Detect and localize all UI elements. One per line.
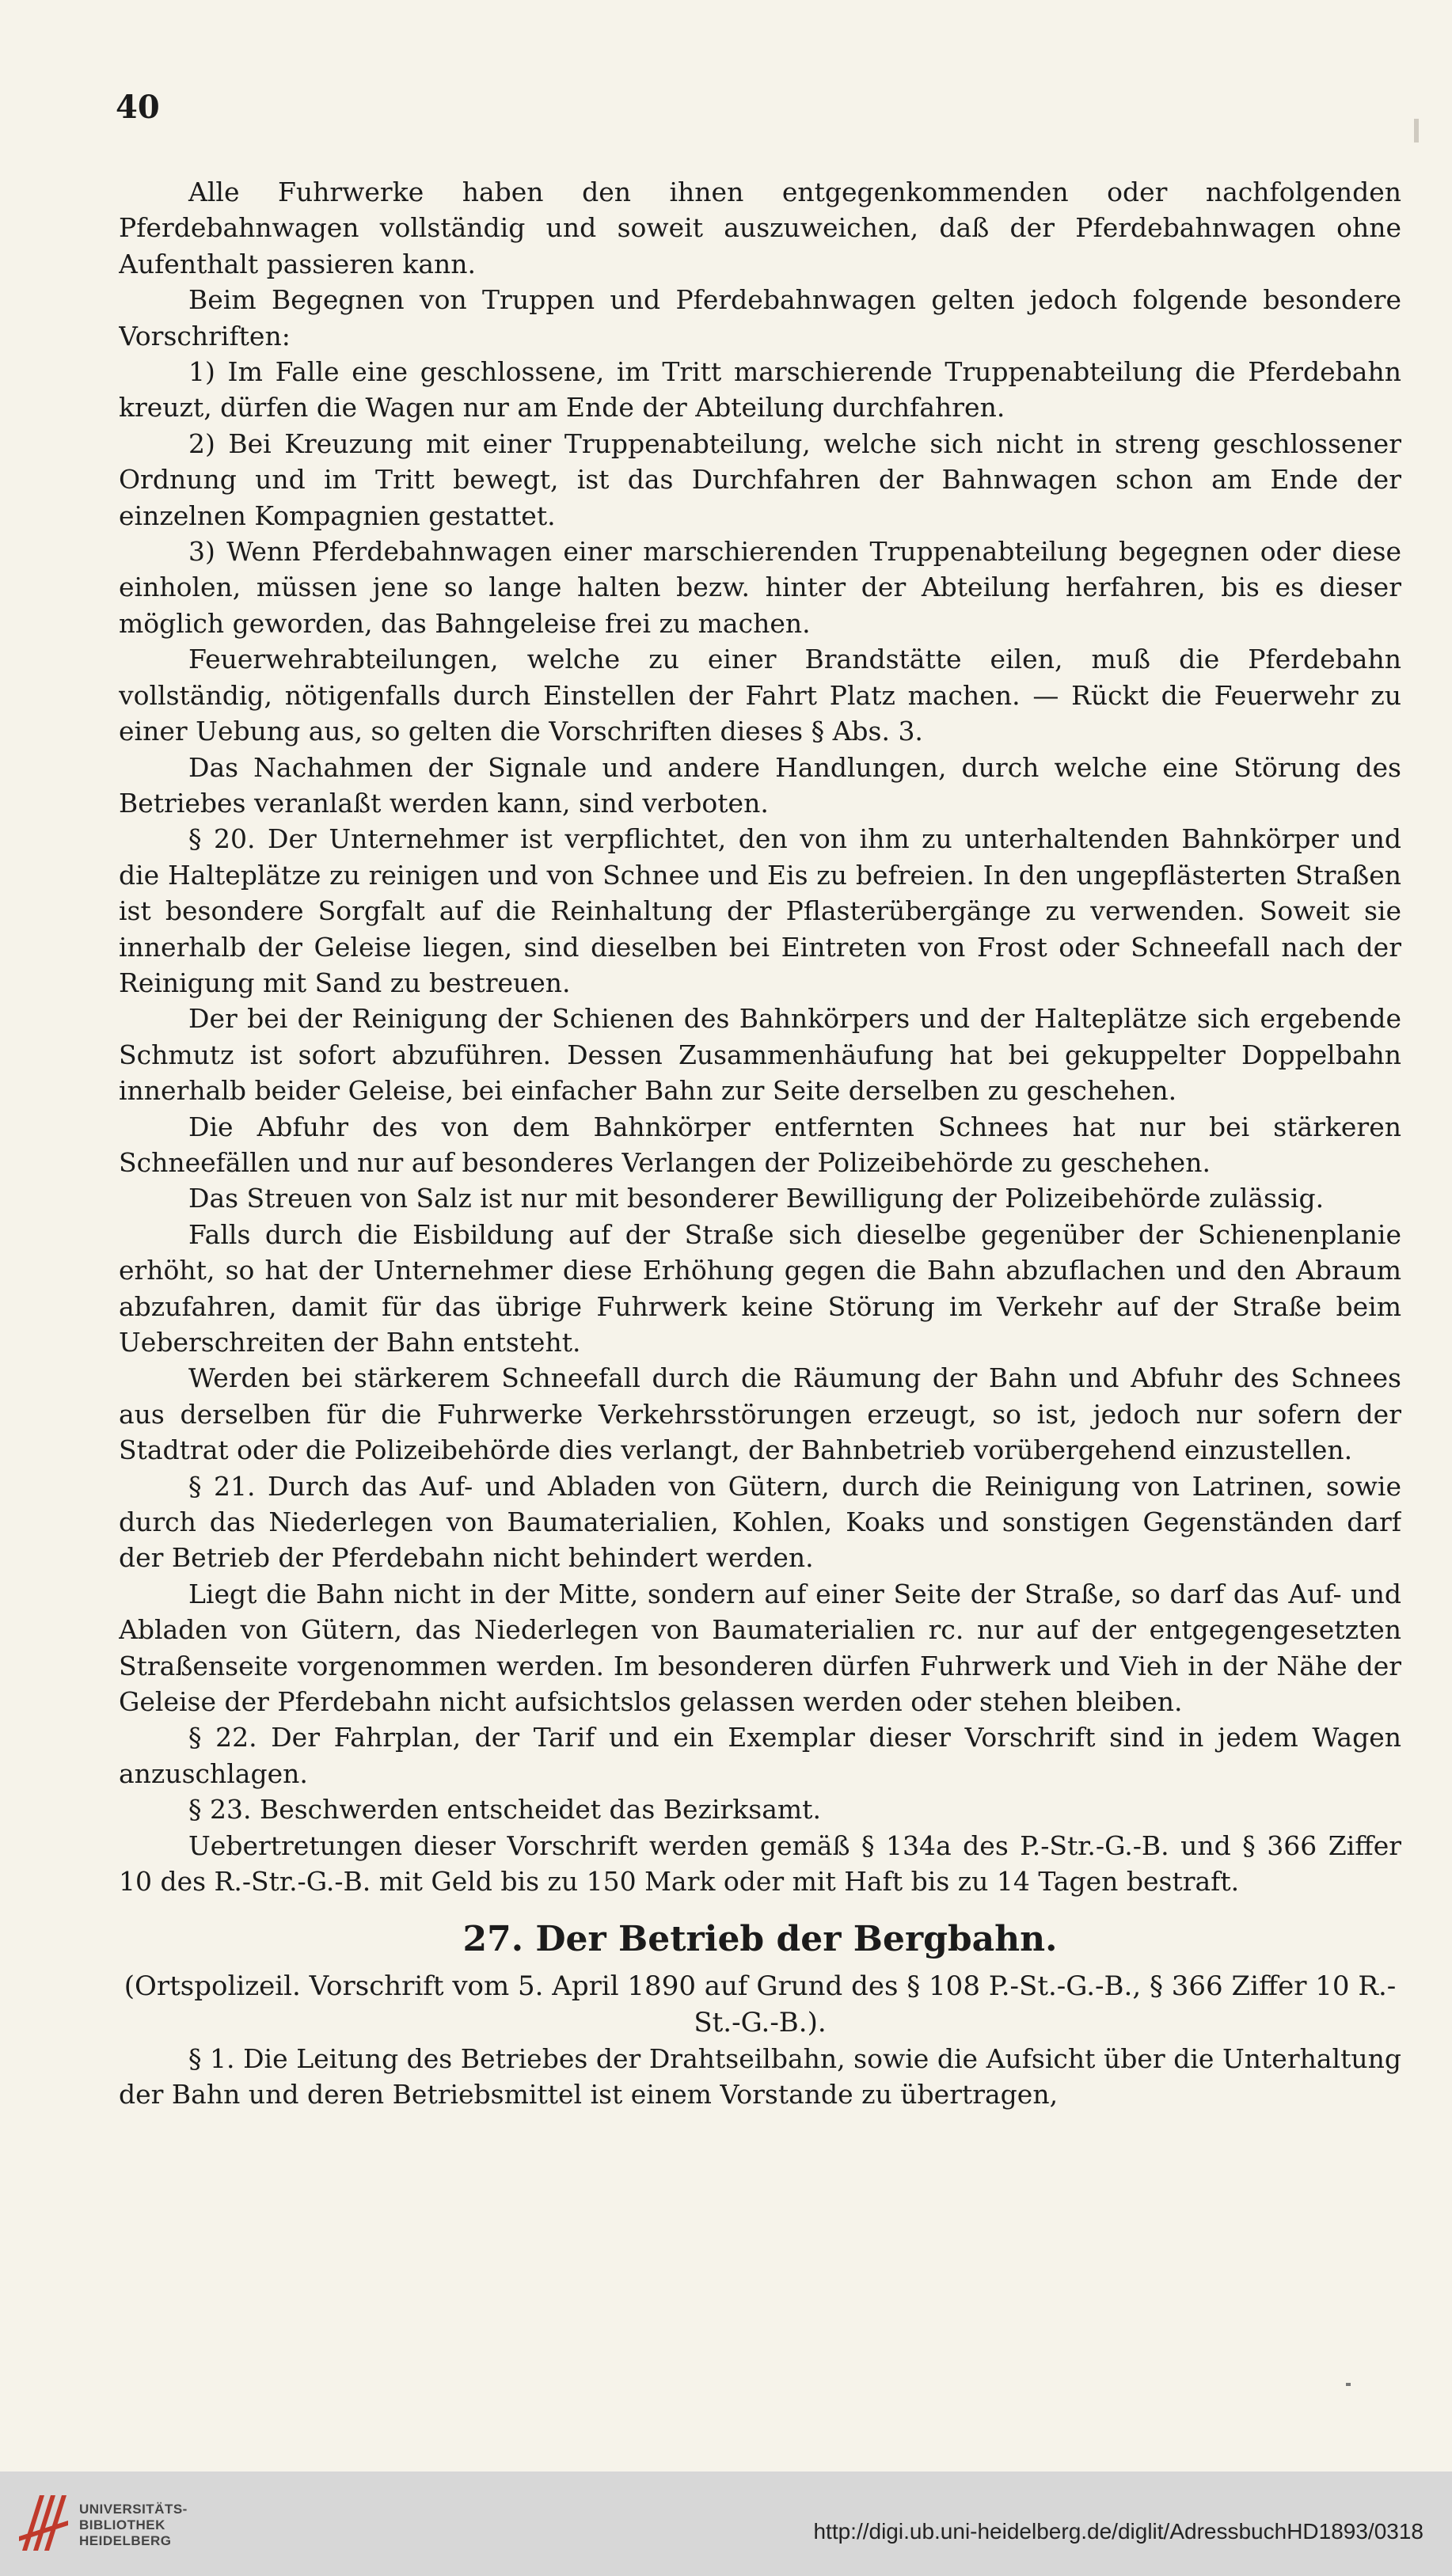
paragraph: § 20. Der Unternehmer ist verpflichtet, den von ihm zu unterhaltenden Bahnkörper und die Halteplätze zu reinigen und von Schnee und Eis zu befreien. In den ungepflästerten Straßen ist besondere Sorgfalt auf die Reinhaltung der Pflasterübergänge zu verwenden. Soweit sie innerhalb der Geleise liegen, sind dieselben bei Eintreten von Frost oder Schneefall nach der Reinigung mit Sand zu bestreuen. — [119, 823, 1401, 998]
library-logo-text — [79, 2502, 188, 2549]
paragraph: 2) Bei Kreuzung mit einer Truppenabteilung, welche sich nicht in streng geschlossener Ordnung und im Tritt bewegt, ist das Durchfahren der Bahnwagen schon am Ende der einzelnen Kompagnien gestattet. — [119, 427, 1401, 531]
section-subheading: (Ortspolizeil. Vorschrift vom 5. April 1890 auf Grund des § 108 P.-St.-G.-B., § 366 Ziffer 10 R.-St.-G.-B.). — [124, 1970, 1397, 2038]
paragraph: Das Streuen von Salz ist nur mit besonderer Bewilligung der Polizeibehörde zulässig. — [188, 1183, 1325, 1214]
section-heading: 27. Der Betrieb der Bergbahn. — [462, 1918, 1058, 1959]
paragraph: § 1. Die Leitung des Betriebes der Drahtseilbahn, sowie die Aufsicht über die Unterhaltung der Bahn und deren Betriebsmittel ist einem Vorstande zu übertragen, — [119, 2042, 1401, 2110]
page-text-body — [119, 174, 1401, 2359]
paragraph: Liegt die Bahn nicht in der Mitte, sondern auf einer Seite der Straße, so darf das Auf- und Abladen von Gütern, das Niederlegen von Baumaterialien rc. nur auf der entgegengesetzten Straßenseite vorgenommen werden. Im besonderen dürfen Fuhrwerk und Vieh in der Nähe der Geleise der Pferdebahn nicht aufsichtslos gelassen werden oder stehen bleiben. — [119, 1578, 1401, 1718]
source-url-link[interactable]: http://digi.ub.uni-heidelberg.de/diglit/AdressbuchHD1893/0318 — [813, 2519, 1423, 2544]
logo-line: BIBLIOTHEK — [79, 2517, 165, 2532]
scan-speck — [1346, 2383, 1351, 2386]
paragraph: § 22. Der Fahrplan, der Tarif und ein Exemplar dieser Vorschrift sind in jedem Wagen anzuschlagen. — [119, 1722, 1401, 1789]
paragraph: Uebertretungen dieser Vorschrift werden gemäß § 134a des P.-Str.-G.-B. und § 366 Ziffer 10 des R.-Str.-G.-B. mit Geld bis zu 150 Mark oder mit Haft bis zu 14 Tagen bestraft. — [119, 1829, 1401, 1898]
paragraph: § 21. Durch das Auf- und Abladen von Gütern, durch die Reinigung von Latrinen, sowie durch das Niederlegen von Baumaterialien, Kohlen, Koaks und sonstigen Gegenständen darf der Betrieb der Pferdebahn nicht behindert werden. — [119, 1470, 1401, 1574]
paragraph: 3) Wenn Pferdebahnwagen einer marschierenden Truppenabteilung begegnen oder diese einholen, müssen jene so lange halten bezw. hinter der Abteilung herfahren, bis es dieser möglich geworden, das Bahngeleise frei zu machen. — [119, 536, 1401, 639]
paragraph: Die Abfuhr des von dem Bahnkörper entfernten Schnees hat nur bei stärkeren Schneefällen und nur auf besonderes Verlangen der Polizeibehörde zu geschehen. — [119, 1111, 1401, 1178]
paragraph: Werden bei stärkerem Schneefall durch die Räumung der Bahn und Abfuhr des Schnees aus derselben für die Fuhrwerke Verkehrsstörungen erzeugt, so ist, jedoch nur sofern der Stadtrat oder die Polizeibehörde dies verlangt, der Bahnbetrieb vorübergehend einzustellen. — [119, 1362, 1401, 1466]
logo-line: UNIVERSITÄTS- — [79, 2502, 188, 2517]
logo-line: HEIDELBERG — [79, 2533, 172, 2548]
paragraph: Feuerwehrabteilungen, welche zu einer Brandstätte eilen, muß die Pferdebahn vollständig, nötigenfalls durch Einstellen der Fahrt Platz machen. — Rückt die Feuerwehr zu einer Uebung aus, so gelten die Vorschriften dieses § Abs. 3. — [119, 644, 1401, 747]
paragraph: Alle Fuhrwerke haben den ihnen entgegenkommenden oder nachfolgenden Pferdebahnwagen vollständig und soweit auszuweichen, daß der Pferdebahnwagen ohne Aufenthalt passieren kann. — [119, 177, 1401, 279]
paragraph: 1) Im Falle eine geschlossene, im Tritt marschierende Truppenabteilung die Pferdebahn kreuzt, dürfen die Wagen nur am Ende der Abteilung durchfahren. — [119, 356, 1401, 424]
paragraph: Beim Begegnen von Truppen und Pferdebahnwagen gelten jedoch folgende besondere Vorschriften: — [119, 284, 1401, 351]
paragraph: Der bei der Reinigung der Schienen des Bahnkörpers und der Halteplätze sich ergebende Schmutz ist sofort abzuführen. Dessen Zusammenhäufung hat bei gekuppelter Doppelbahn innerhalb beider Geleise, bei einfacher Bahn zur Seite derselben zu geschehen. — [119, 1003, 1401, 1107]
footer-bar — [0, 2472, 1452, 2576]
library-logo-icon — [16, 2489, 71, 2557]
page-number: 40 — [116, 89, 160, 126]
paragraph: § 23. Beschwerden entscheidet das Bezirksamt. — [188, 1794, 821, 1826]
scan-speck — [1414, 119, 1419, 142]
paragraph: Falls durch die Eisbildung auf der Straße sich dieselbe gegenüber der Schienenplanie erhöht, so hat der Unternehmer diese Erhöhung gegen die Bahn abzuflachen und den Abraum abzufahren, damit für das übrige Fuhrwerk keine Störung im Verkehr auf der Straße beim Ueberschreiten der Bahn entsteht. — [119, 1218, 1401, 1358]
paragraph: Das Nachahmen der Signale und andere Handlungen, durch welche eine Störung des Betriebes veranlaßt werden kann, sind verboten. — [119, 751, 1401, 819]
